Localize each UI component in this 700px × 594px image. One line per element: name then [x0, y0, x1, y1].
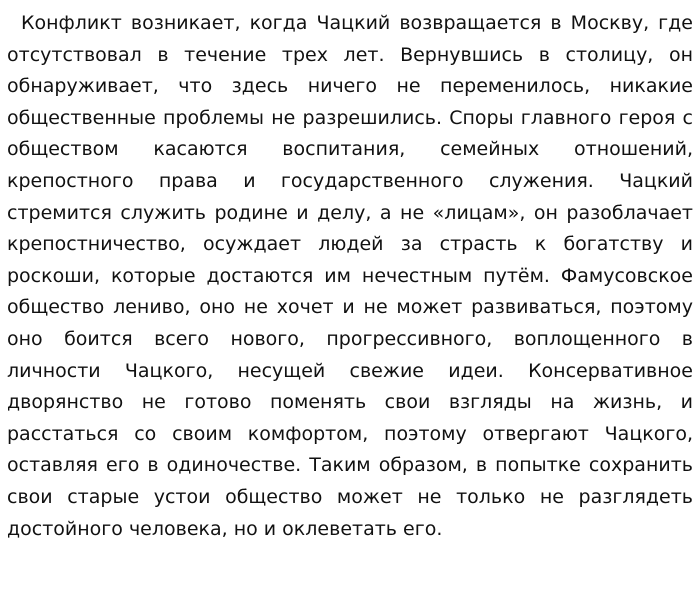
document-page [7, 8, 693, 545]
essay-paragraph: Конфликт возникает, когда Чацкий возвращается в Москву, где отсутствовал в течение трех лет. Вернувшись в столицу, он обнаруживает, что здесь ничего не переменилось, никакие общественные проблемы не разрешились. Споры главного героя с обществом касаются воспитания, семейных отношений, крепостного права и государственного служения. Чацкий стремится служить родине и делу, а не «лицам», он разоблачает крепостничество, осуждает людей за страсть к богатству и роскоши, которые достаются им нечестным путём. Фамусовское общество лениво, оно не хочет и не может развиваться, поэтому оно боится всего нового, прогрессивного, воплощенного в личности Чацкого, несущей свежие идеи. Консервативное дворянство не готово поменять свои взгляды на жизнь, и расстаться со своим комфортом, поэтому отвергают Чацкого, оставляя его в одиночестве. Таким образом, в попытке сохранить свои старые устои общество может не только не разглядеть достойного человека, но и оклеветать его. [7, 12, 693, 540]
